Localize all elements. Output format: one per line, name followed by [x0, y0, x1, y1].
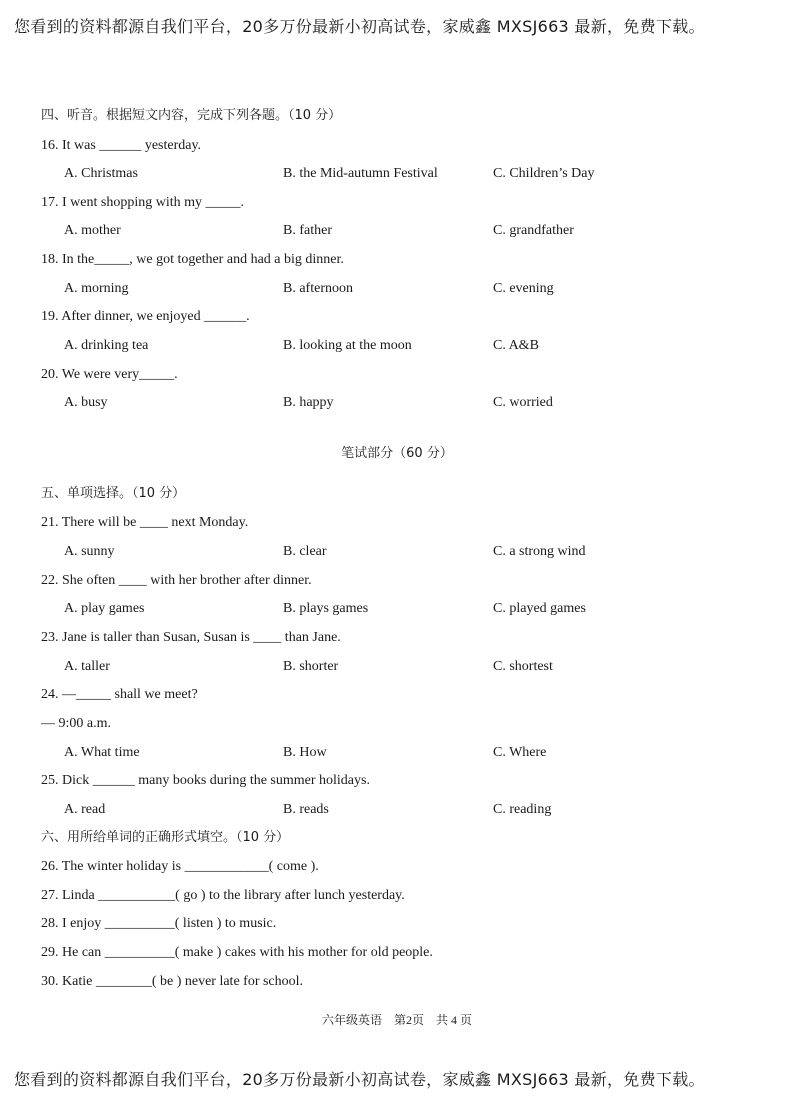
- question-25-option-b: B. reads: [283, 802, 329, 817]
- question-21-option-a: A. sunny: [64, 544, 115, 559]
- question-23: 23. Jane is taller than Susan, Susan is ____ than Jane.: [41, 630, 341, 645]
- question-20: 20. We were very_____.: [41, 367, 178, 382]
- question-21: 21. There will be ____ next Monday.: [41, 515, 249, 530]
- question-25: 25. Dick ______ many books during the summer holidays.: [41, 773, 370, 788]
- question-23-option-b: B. shorter: [283, 659, 339, 674]
- question-18-option-a: A. morning: [64, 281, 129, 296]
- question-24-option-c: C. Where: [493, 745, 547, 760]
- question-21-option-c: C. a strong wind: [493, 544, 586, 559]
- question-26: 26. The winter holiday is ____________( come ).: [41, 859, 319, 874]
- question-29: 29. He can __________( make ) cakes with his mother for old people.: [41, 945, 433, 960]
- question-28: 28. I enjoy __________( listen ) to music.: [41, 916, 277, 931]
- question-24: 24. —_____ shall we meet?: [41, 687, 198, 702]
- question-20-option-b: B. happy: [283, 395, 334, 410]
- question-23-option-c: C. shortest: [493, 659, 553, 674]
- question-19-option-a: A. drinking tea: [64, 338, 149, 353]
- question-19-option-c: C. A&B: [493, 338, 539, 353]
- question-17-option-c: C. grandfather: [493, 223, 574, 238]
- question-16-option-a: A. Christmas: [64, 166, 138, 181]
- section-4-heading: 四、听音。根据短文内容，完成下列各题。（10 分）: [41, 108, 342, 123]
- question-17: 17. I went shopping with my _____.: [41, 195, 244, 210]
- question-18-option-b: B. afternoon: [283, 281, 353, 296]
- question-19: 19. After dinner, we enjoyed ______.: [41, 309, 250, 324]
- question-16: 16. It was ______ yesterday.: [41, 138, 202, 153]
- question-18: 18. In the_____, we got together and had a big dinner.: [41, 252, 344, 267]
- question-16-option-c: C. Children’s Day: [493, 166, 595, 181]
- bottom-banner: 您看到的资料都源自我们平台，20多万份最新小初高试卷，家威鑫 MXSJ663 最新，免费下载。: [14, 1070, 705, 1089]
- question-30: 30. Katie ________( be ) never late for school.: [41, 974, 304, 989]
- question-24-answer-line: — 9:00 a.m.: [41, 716, 111, 731]
- question-22: 22. She often ____ with her brother after dinner.: [41, 573, 312, 588]
- question-19-option-b: B. looking at the moon: [283, 338, 412, 353]
- question-24-option-a: A. What time: [64, 745, 140, 760]
- written-part-heading: 笔试部分（60 分）: [341, 446, 453, 461]
- question-22-option-c: C. played games: [493, 601, 586, 616]
- question-24-option-b: B. How: [283, 745, 327, 760]
- question-27: 27. Linda ___________( go ) to the library after lunch yesterday.: [41, 888, 405, 903]
- question-18-option-c: C. evening: [493, 281, 554, 296]
- question-22-option-b: B. plays games: [283, 601, 369, 616]
- section-6-heading: 六、用所给单词的正确形式填空。（10 分）: [41, 830, 290, 845]
- question-16-option-b: B. the Mid-autumn Festival: [283, 166, 438, 181]
- question-25-option-c: C. reading: [493, 802, 552, 817]
- question-20-option-a: A. busy: [64, 395, 108, 410]
- question-17-option-b: B. father: [283, 223, 332, 238]
- question-23-option-a: A. taller: [64, 659, 110, 674]
- question-25-option-a: A. read: [64, 802, 106, 817]
- question-17-option-a: A. mother: [64, 223, 121, 238]
- question-22-option-a: A. play games: [64, 601, 145, 616]
- top-banner: 您看到的资料都源自我们平台，20多万份最新小初高试卷，家威鑫 MXSJ663 最新，免费下载。: [14, 17, 705, 36]
- page-footer: 六年级英语 第2页 共 4 页: [321, 1013, 472, 1027]
- section-5-heading: 五、单项选择。（10 分）: [41, 486, 186, 501]
- question-20-option-c: C. worried: [493, 395, 553, 410]
- question-21-option-b: B. clear: [283, 544, 327, 559]
